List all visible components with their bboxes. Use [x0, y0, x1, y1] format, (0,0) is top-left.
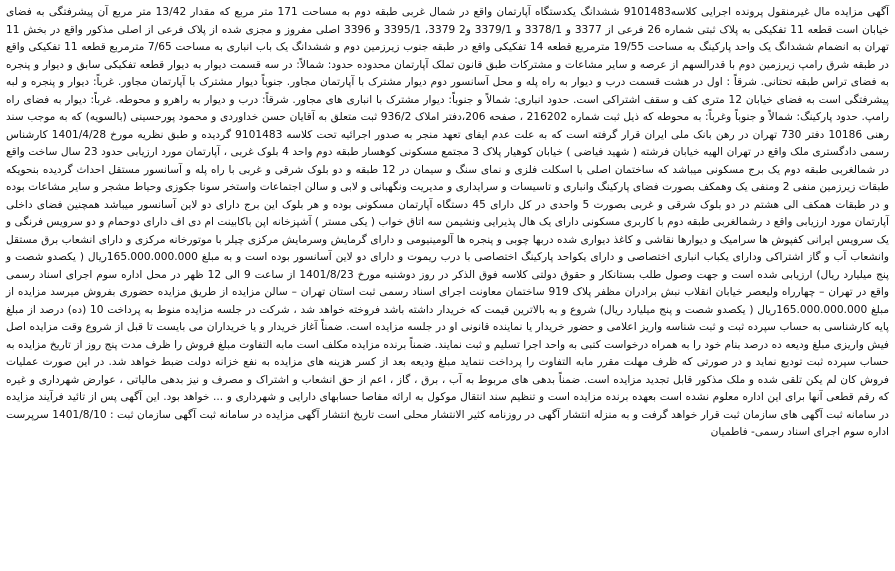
notice-body: آگهی مزایده مال غیرمنقول پرونده اجرایی کلاسه9101483 ششدانگ یکدستگاه آپارتمان واقع در شمال غربی طبقه دوم به مساحت 171 متر مربع که مقدار 13/42 متر مربع آن پیشرفتگی به فضای خیابان است قطعه 11 تفکیکی به پلاک ثبتی شماره 26 فرعی از 3377 و 3378/1 و 3379/1 و2 3379، 3395/1 و 3396 اصلی مفروز و مجزی شده از پلاک فرعی از اصلی مذکور واقع در بخش 11 تهران به انضمام ششدانگ یک واحد پارکینگ به مساحت 19/55 مترمربع قطعه 14 تفکیکی واقع در طبقه جنوب زیرزمین دوم و ششدانگ یک باب انباری به مساحت 7/65 مترمربع قطعه 11 تفکیکی واقع در طبقه شرق رامپ زیرزمین دوم با قدرالسهم از عرصه و سایر مشاعات و مشترکات طبق قانون تملک آپارتمان محدوده حدود: شمالاً: در سه قسمت دیوار به دیوار قطعه تفکیکی سابق و دیوار و پنجره به فضای تراس طبقه تحتانی. شرقاً : اول در هشت قسمت درب و دیوار به راه پله و محل آسانسور دوم دیوار مشترک با آپارتمان مجاور. جنوباً دیوار مشترک با آپارتمان مجاور. غرباً: دیوار و پنجره و لبه پیشرفتگی است به فضای خیابان 12 متری کف و سقف اشتراکی است. حدود انباری: شمالاً و جنوباً: دیوار مشترک با انباری های مجاور. شرقاً: درب و دیوار به راهرو و محوطه. غرباً: دیوار به فضای راه رامپ. حدود پارکینگ: شمالاً و جنوباً وغرباً: به محوطه که ذیل ثبت شماره 216202 ، صفحه 206،دفتر املاک 936/2 ثبت متعلق به آقایان حسن خداوردی و محمود پورحسینی (بالسویه) که به موجب سند رهنی 10186 دفتر 730 تهران در رهن بانک ملی ایران قرار گرفته است که به علت عدم ایفای تعهد منجر به صدور اجرائیه تحت کلاسه 9101483 گردیده و طبق نظریه مورخ 1401/4/28 کارشناس رسمی دادگستری ملک واقع در تهران الهیه خیابان فرشته ( شهید فیاضی ) خیابان کوهیار پلاک 3 مجتمع مسکونی کوهسار طبقه دوم واحد 4 بلوک غربی ، آپارتمان مورد ارزیابی حدود 23 سال ساخت واقع در شمالغربی طبقه دوم یک برج مسکونی میباشد که ساختمان اصلی با اسکلت فلزی و نمای سنگ و سیمان در 12 طبقه و دو بلوک شرقی و غربی با راه پله و آسانسور مستقل احداث گردیده بنحویکه طبقات زیرزمین منفی 2 ومنفی یک وهمکف بصورت فضای پارکینگ وانباری و تاسیسات و سرایداری و مدیریت ونگهبانی و لابی و سالن اجتماعات واستخر سونا جکوزی وحیاط مشجر و سایر مشاعات بوده و در طبقات همکف الی هشتم در دو بلوک شرقی و غربی بصورت 5 واحدی در کل دارای 45 دستگاه آپارتمان مسکونی بوده و هر بلوک این برج دارای دو لاین آسانسور میباشد همچنین فضای داخلی آپارتمان مورد ارزیابی واقع د رشمالغربی طبقه دوم با کاربری مسکونی دارای یک هال پذیرایی ونشیمن سه اتاق خواب ( یکی مستر ) آشپزخانه اپن باکابینت ام دی اف دارای دوحمام و دو سرویس فرنگی و یک سرویس ایرانی کفپوش ها سرامیک و دیوارها نقاشی و کاغذ دیواری شده دربها چوبی و پنجره ها آلومینیومی و دارای گرمایش وسرمایش مرکزی چیلر با موتورخانه مرکزی و دارای انشعاب برق مستقل وانشعاب آب و گاز اشتراکی ودارای یکباب انباری اختصاصی و دارای یکواحد پارکینگ اختصاصی با درب ریموت و دارای دو لاین آسانسور بوده است و به مبلغ 165.000.000.000ریال ( یکصدو شصت و پنج میلیارد ریال) ارزیابی شده است و جهت وصول طلب بستانکار و حقوق دولتی کلاسه فوق الذکر در روز دوشنبه مورخ 1401/8/23 از ساعت 9 الی 12 ظهر در محل اداره سوم اجرای اسناد رسمی واقع در تهران – چهارراه ولیعصر خیابان انقلاب نبش برادران مظفر پلاک 919 ساختمان معاونت اجرای اسناد رسمی ثبت استان تهران – سالن مزایده از طریق مزایده حضوری بفروش میرسد مزایده از مبلغ 165.000.000.000ریال ( یکصدو شصت و پنج میلیارد ریال) شروع و به بالاترین قیمت که خریدار داشته باشد فروخته خواهد شد ، شرکت در جلسه مزایده منوط به پرداخت 10 (ده) درصد از مبلغ پایه کارشناسی به حساب سپرده ثبت و ثبت شناسه واریز اعلامی و حضور خریدار یا نماینده قانونی او در جلسه مزایده است. ضمناً آغاز خریدار و یا خریداران می بایست تا قبل از شروع وقت مزایده اصل فیش واریزی مبلغ ودیعه ده درصد بنام خود را به همراه درخواست کتبی به واحد اجرا تسلیم و ثبت نمایند. ضمناً برنده مزایده مکلف است مابه التفاوت مبلغ فروش را ظرف مدت پنج روز از تاریخ مزایده به حساب سپرده ثبت تودیع نماید و در صورتی که ظرف مهلت مقرر مابه التفاوت را پرداخت ننماید مبلغ ودیعه بعد از کسر هزینه های مزایده به نفع خزانه دولت ضبط خواهد شد. در این صورت عملیات فروش کان لم یکن تلقی شده و ملک مذکور قابل تجدید مزایده است. ضمناً بدهی های مربوط به آب ، برق ، گاز ، اعم از حق انشعاب و اشتراک و مصرف و نیز بدهی مالیاتی ، عوارض شهرداری و غیره که رقم قطعی آنها برای این اداره معلوم نشده است بعهده برنده مزایده است و تنظیم سند انتقال موکول به ارائه مفاصا حسابهای دارایی و شهرداری و ... خواهد بود. این آگهی پس از تائید فرآیند مزایده در سامانه ثبت آگهی های سازمان ثبت قرار خواهد گرفت و به منزله انتشار آگهی در روزنامه کثیر الانتشار محلی است تاریخ انتشار آگهی مزایده در سامانه ثبت آگهی سازمان ثبت : 1401/8/10 سرپرست اداره سوم اجرای اسناد رسمی- فاطمیان [6, 6, 890, 438]
